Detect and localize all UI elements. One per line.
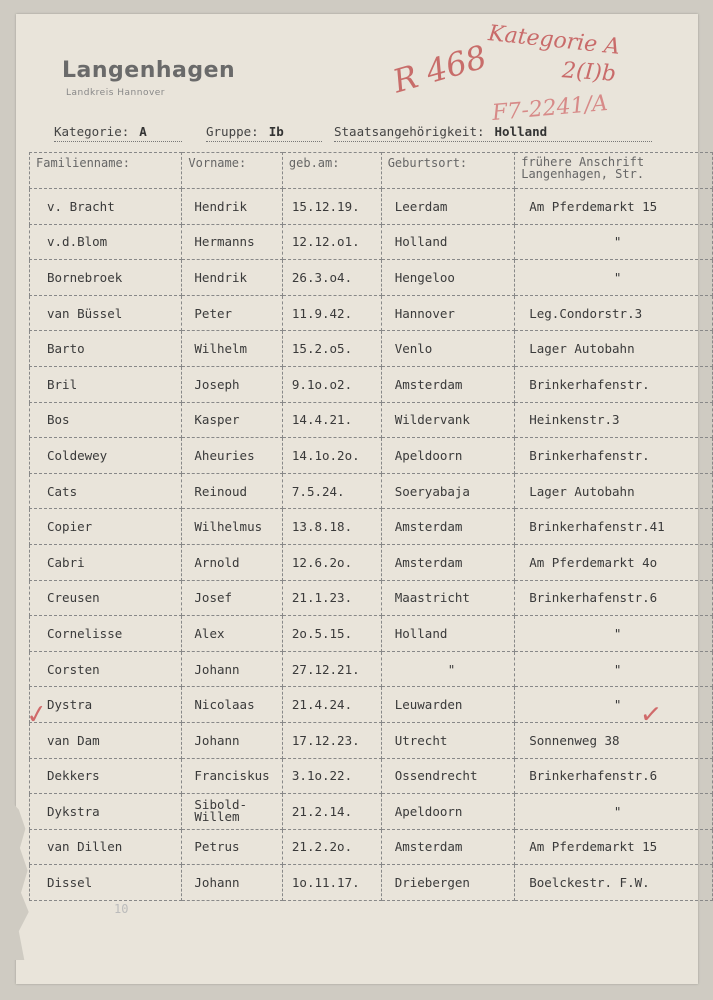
table-row [30, 509, 713, 545]
cell-familienname: van Büssel [30, 295, 182, 331]
cell-geburtsort: Holland [381, 616, 515, 652]
cell-familienname: Cabri [30, 544, 182, 580]
cell-geburtsort: Leerdam [381, 189, 515, 225]
cell-familienname: v.d.Blom [30, 224, 182, 260]
cell-anschrift: Heinkenstr.3 [515, 402, 713, 438]
cell-vorname: Hendrik [182, 260, 283, 296]
table-header-row [30, 153, 713, 189]
table-row [30, 544, 713, 580]
cell-geb-am: 21.2.2o. [282, 829, 381, 865]
cell-geb-am: 17.12.23. [282, 722, 381, 758]
cell-vorname: Reinoud [182, 473, 283, 509]
cell-vorname: Sibold-Willem [182, 794, 283, 830]
cell-geburtsort: Hengeloo [381, 260, 515, 296]
cell-geb-am: 15.12.19. [282, 189, 381, 225]
cell-familienname: Bril [30, 366, 182, 402]
cell-vorname: Alex [182, 616, 283, 652]
table-row [30, 794, 713, 830]
cell-anschrift: Am Pferdemarkt 15 [515, 189, 713, 225]
cell-anschrift: Lager Autobahn [515, 331, 713, 367]
check-mark-right: ✓ [638, 698, 664, 732]
cell-geb-am: 2o.5.15. [282, 616, 381, 652]
table-row [30, 758, 713, 794]
cell-geb-am: 9.1o.o2. [282, 366, 381, 402]
cell-vorname: Wilhelmus [182, 509, 283, 545]
table-row [30, 438, 713, 474]
kategorie-label: Kategorie: [54, 124, 130, 139]
cell-familienname: van Dam [30, 722, 182, 758]
cell-familienname: Dekkers [30, 758, 182, 794]
cell-vorname: Franciskus [182, 758, 283, 794]
cell-anschrift: Sonnenweg 38 [515, 722, 713, 758]
cell-vorname: Peter [182, 295, 283, 331]
cell-vorname: Josef [182, 580, 283, 616]
cell-anschrift: Boelckestr. F.W. [515, 865, 713, 901]
cell-geb-am: 26.3.o4. [282, 260, 381, 296]
gruppe-value: Ib [268, 124, 284, 139]
header-staat [334, 124, 652, 139]
cell-geb-am: 13.8.18. [282, 509, 381, 545]
cell-anschrift: Leg.Condorstr.3 [515, 295, 713, 331]
cell-vorname: Aheuries [182, 438, 283, 474]
cell-geb-am: 21.2.14. [282, 794, 381, 830]
cell-geb-am: 27.12.21. [282, 651, 381, 687]
table-row [30, 865, 713, 901]
cell-vorname: Johann [182, 865, 283, 901]
cell-geburtsort: Wildervank [381, 402, 515, 438]
cell-anschrift: Am Pferdemarkt 15 [515, 829, 713, 865]
cell-vorname: Hendrik [182, 189, 283, 225]
cell-anschrift: " [515, 224, 713, 260]
cell-vorname: Johann [182, 722, 283, 758]
handwritten-note-top: Kategorie A [487, 21, 622, 60]
cell-vorname: Johann [182, 651, 283, 687]
cell-geb-am: 7.5.24. [282, 473, 381, 509]
table-row [30, 402, 713, 438]
cell-geb-am: 14.1o.2o. [282, 438, 381, 474]
cell-anschrift: Brinkerhafenstr.41 [515, 509, 713, 545]
header-gruppe [206, 124, 322, 139]
cell-geburtsort: Holland [381, 224, 515, 260]
table-row [30, 580, 713, 616]
cell-geb-am: 12.12.o1. [282, 224, 381, 260]
faint-mark: 10 [114, 902, 129, 916]
table-row [30, 224, 713, 260]
col-fruehere-anschrift: frühere Anschrift Langenhagen, Str. [515, 153, 713, 189]
cell-geburtsort: Amsterdam [381, 509, 515, 545]
table-row [30, 473, 713, 509]
cell-geburtsort: Leuwarden [381, 687, 515, 723]
cell-familienname: Creusen [30, 580, 182, 616]
cell-anschrift: Lager Autobahn [515, 473, 713, 509]
cell-vorname: Kasper [182, 402, 283, 438]
cell-vorname: Joseph [182, 366, 283, 402]
kategorie-value: A [139, 124, 147, 139]
check-mark-left: ✓ [24, 698, 50, 732]
cell-familienname: Cornelisse [30, 616, 182, 652]
cell-anschrift: " [515, 794, 713, 830]
cell-geburtsort: Amsterdam [381, 544, 515, 580]
cell-anschrift: Brinkerhafenstr.6 [515, 758, 713, 794]
handwritten-note-code: F7-2241/A [491, 90, 609, 127]
col-familienname: Familienname: [30, 153, 182, 189]
gruppe-label: Gruppe: [206, 124, 259, 139]
cell-geb-am: 1o.11.17. [282, 865, 381, 901]
cell-familienname: Dykstra [30, 794, 182, 830]
cell-vorname: Arnold [182, 544, 283, 580]
table-row [30, 687, 713, 723]
cell-geb-am: 15.2.o5. [282, 331, 381, 367]
cell-anschrift: " [515, 651, 713, 687]
cell-anschrift: " [515, 616, 713, 652]
table-row [30, 651, 713, 687]
cell-geburtsort: Maastricht [381, 580, 515, 616]
cell-geb-am: 21.4.24. [282, 687, 381, 723]
cell-geburtsort: Hannover [381, 295, 515, 331]
table-row [30, 722, 713, 758]
cell-geburtsort: Ossendrecht [381, 758, 515, 794]
register-table [29, 152, 713, 901]
cell-vorname: Hermanns [182, 224, 283, 260]
stamp-town: Langenhagen [62, 58, 236, 83]
cell-geb-am: 14.4.21. [282, 402, 381, 438]
cell-familienname: Barto [30, 331, 182, 367]
cell-familienname: Dystra [30, 687, 182, 723]
cell-geburtsort: Utrecht [381, 722, 515, 758]
cell-geb-am: 3.1o.22. [282, 758, 381, 794]
cell-vorname: Wilhelm [182, 331, 283, 367]
cell-anschrift: " [515, 260, 713, 296]
cell-geburtsort: Venlo [381, 331, 515, 367]
cell-familienname: Cats [30, 473, 182, 509]
cell-anschrift: Brinkerhafenstr.6 [515, 580, 713, 616]
col-vorname: Vorname: [182, 153, 283, 189]
cell-geb-am: 11.9.42. [282, 295, 381, 331]
table-row [30, 295, 713, 331]
cell-familienname: Copier [30, 509, 182, 545]
cell-familienname: Corsten [30, 651, 182, 687]
cell-anschrift: " [515, 687, 713, 723]
table-row [30, 331, 713, 367]
cell-geburtsort: Soeryabaja [381, 473, 515, 509]
handwritten-note-mid: 2(I)b [561, 58, 617, 87]
table-row [30, 366, 713, 402]
table-row [30, 189, 713, 225]
cell-geburtsort: Amsterdam [381, 366, 515, 402]
cell-anschrift: Brinkerhafenstr. [515, 366, 713, 402]
cell-geburtsort: Amsterdam [381, 829, 515, 865]
cell-anschrift: Brinkerhafenstr. [515, 438, 713, 474]
cell-geb-am: 12.6.2o. [282, 544, 381, 580]
cell-vorname: Petrus [182, 829, 283, 865]
col-geburtsort: Geburtsort: [381, 153, 515, 189]
cell-geburtsort: Driebergen [381, 865, 515, 901]
cell-familienname: Coldewey [30, 438, 182, 474]
staat-value: Holland [494, 124, 548, 139]
table-row [30, 829, 713, 865]
cell-familienname: van Dillen [30, 829, 182, 865]
cell-geburtsort: Apeldoorn [381, 794, 515, 830]
cell-geb-am: 21.1.23. [282, 580, 381, 616]
cell-familienname: Bos [30, 402, 182, 438]
table-row [30, 616, 713, 652]
staat-label: Staatsangehörigkeit: [334, 124, 485, 139]
cell-familienname: v. Bracht [30, 189, 182, 225]
col-geb-am: geb.am: [282, 153, 381, 189]
cell-familienname: Dissel [30, 865, 182, 901]
cell-familienname: Bornebroek [30, 260, 182, 296]
header-kategorie [54, 124, 182, 139]
table-row [30, 260, 713, 296]
cell-anschrift: Am Pferdemarkt 4o [515, 544, 713, 580]
cell-geburtsort: Apeldoorn [381, 438, 515, 474]
stamp-district: Landkreis Hannover [66, 88, 166, 98]
cell-vorname: Nicolaas [182, 687, 283, 723]
handwritten-note-left: R 468 [388, 37, 491, 101]
cell-geburtsort: " [381, 651, 515, 687]
